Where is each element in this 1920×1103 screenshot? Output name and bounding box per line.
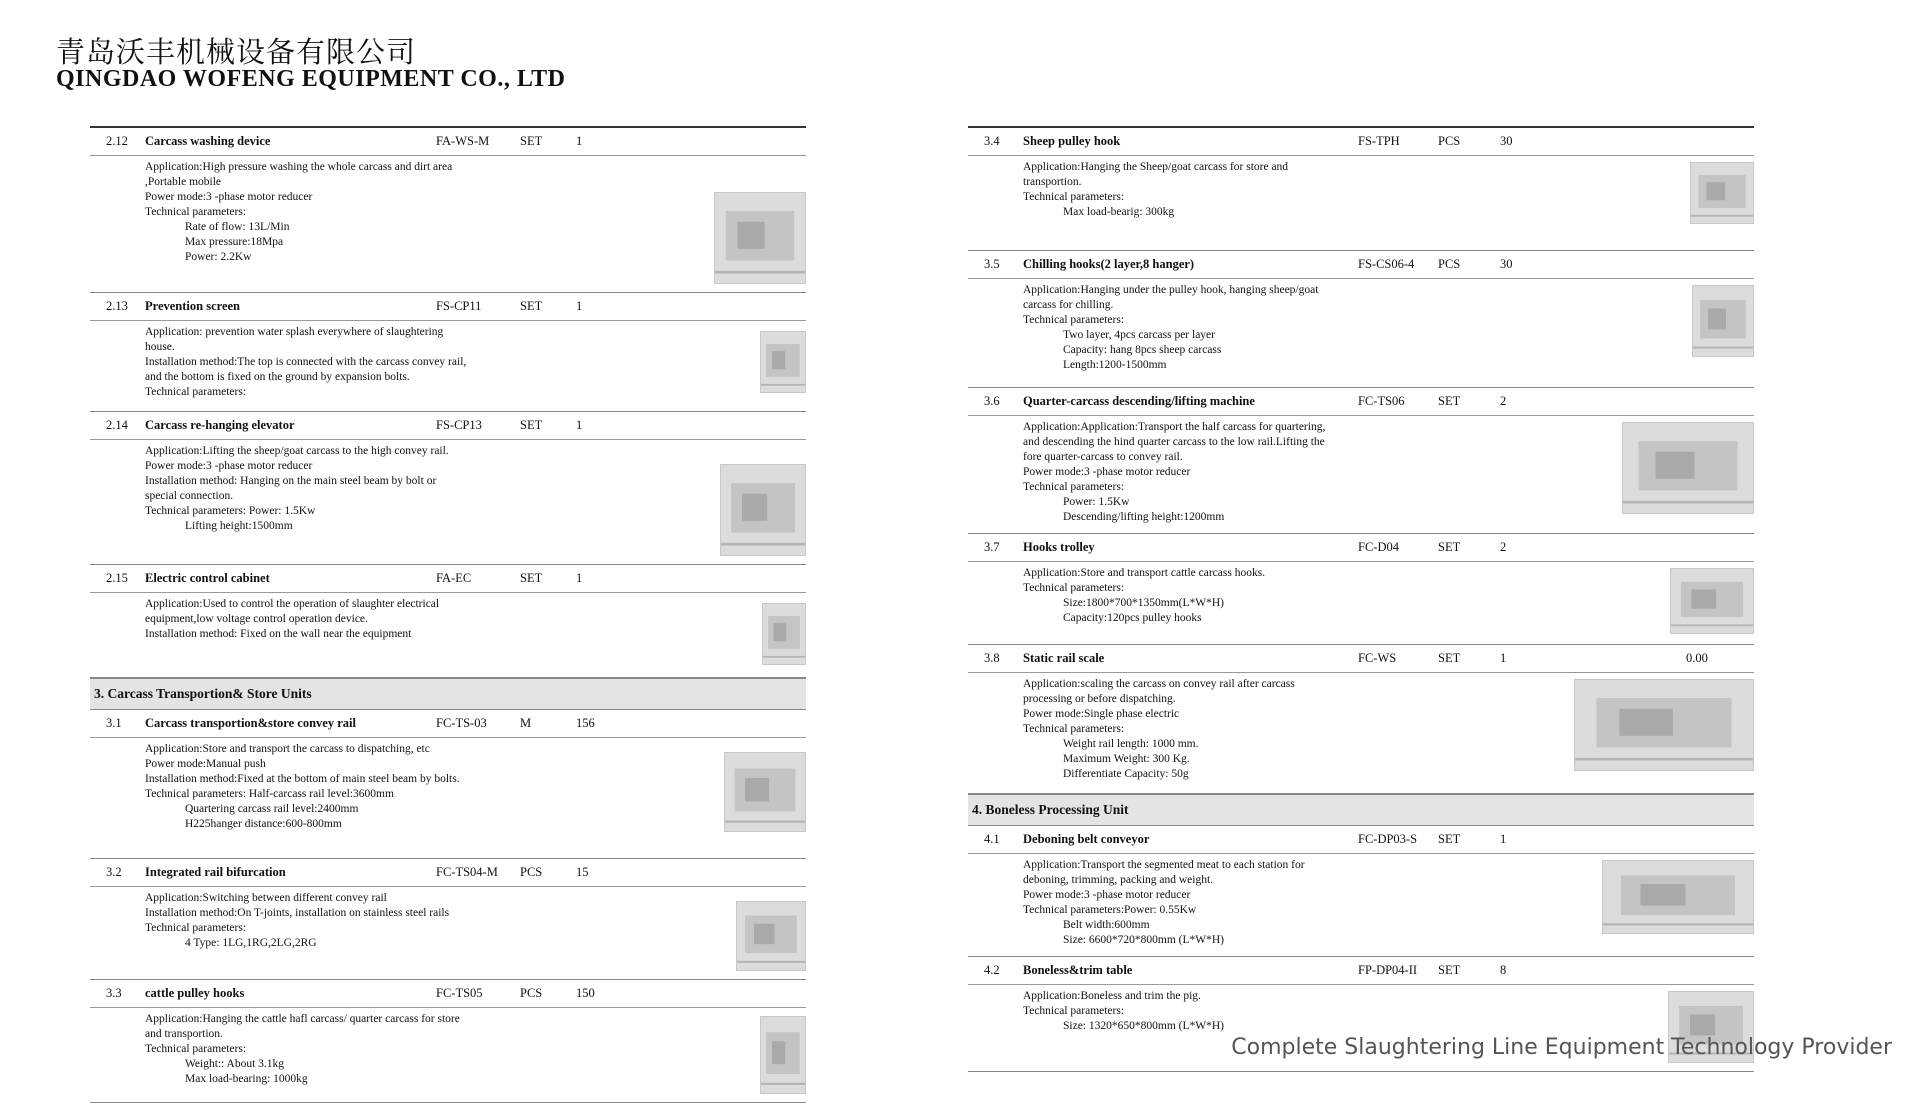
item-unit: PCS bbox=[1438, 257, 1461, 271]
item-description bbox=[1023, 420, 1325, 525]
description-line: processing or before dispatching. bbox=[1023, 693, 1176, 705]
parameter-line: H225hanger distance:600-800mm bbox=[185, 818, 342, 830]
description-line: Power mode:3 -phase motor reducer bbox=[145, 191, 313, 203]
item-unit: SET bbox=[1438, 394, 1461, 408]
description-line: Technical parameters:Power: 0.55Kw bbox=[1023, 904, 1197, 916]
description-line: fore quarter-carcass to convey rail. bbox=[1023, 451, 1183, 463]
description-line: Installation method: Hanging on the main steel beam by bolt or bbox=[145, 475, 437, 487]
item-name: Chilling hooks(2 layer,8 hanger) bbox=[1023, 257, 1195, 271]
item-name: Prevention screen bbox=[145, 299, 241, 313]
description-line: Application:Hanging the Sheep/goat carcass for store and bbox=[1023, 161, 1289, 173]
item-header-row bbox=[968, 645, 1754, 673]
parameter-line: Max load-bearig: 300kg bbox=[1063, 206, 1175, 218]
equipment-photo bbox=[760, 331, 806, 393]
equipment-item bbox=[90, 859, 806, 980]
item-number: 3.6 bbox=[984, 394, 1000, 408]
equipment-photo bbox=[736, 901, 806, 971]
parameter-line: Two layer, 4pcs carcass per layer bbox=[1063, 329, 1215, 341]
item-quantity: 1 bbox=[576, 418, 583, 432]
item-code: FC-DP03-S bbox=[1358, 832, 1418, 846]
description-line: Technical parameters: bbox=[145, 386, 247, 398]
item-number: 4.1 bbox=[984, 832, 1000, 846]
item-unit: SET bbox=[520, 134, 543, 148]
parameter-line: Descending/lifting height:1200mm bbox=[1063, 511, 1225, 523]
item-unit: PCS bbox=[520, 986, 543, 1000]
description-line: Application: prevention water splash everywhere of slaughtering bbox=[145, 326, 444, 338]
item-unit: SET bbox=[1438, 832, 1461, 846]
item-header-row bbox=[968, 128, 1754, 156]
equipment-item bbox=[90, 565, 806, 678]
item-header-row bbox=[90, 128, 806, 156]
equipment-item bbox=[90, 293, 806, 412]
description-line: Technical parameters: bbox=[1023, 1005, 1125, 1017]
item-quantity: 1 bbox=[1500, 651, 1507, 665]
item-quantity: 1 bbox=[576, 299, 583, 313]
equipment-item bbox=[90, 128, 806, 293]
description-line: Application:Switching between different convey rail bbox=[145, 892, 387, 904]
description-line: Technical parameters: bbox=[1023, 191, 1125, 203]
item-code: FA-WS-M bbox=[436, 134, 490, 148]
item-unit: SET bbox=[520, 299, 543, 313]
equipment-item bbox=[968, 645, 1754, 794]
description-line: Technical parameters: bbox=[1023, 314, 1125, 326]
item-code: FS-CS06-4 bbox=[1358, 257, 1415, 271]
item-number: 4.2 bbox=[984, 963, 1000, 977]
description-line: Application:Transport the segmented meat to each station for bbox=[1023, 859, 1305, 871]
company-name-cn: 青岛沃丰机械设备有限公司 bbox=[56, 35, 417, 69]
item-number: 3.2 bbox=[106, 865, 122, 879]
item-name: cattle pulley hooks bbox=[145, 986, 245, 1000]
item-description bbox=[1023, 989, 1224, 1063]
parameter-line: Max pressure:18Mpa bbox=[185, 236, 284, 248]
item-description bbox=[145, 597, 439, 665]
item-number: 2.14 bbox=[106, 418, 128, 432]
footer-tagline: Complete Slaughtering Line Equipment Technology Provider bbox=[1231, 1035, 1892, 1060]
item-quantity: 1 bbox=[576, 571, 583, 585]
item-number: 2.12 bbox=[106, 134, 128, 148]
item-number: 2.13 bbox=[106, 299, 128, 313]
description-line: Application:Boneless and trim the pig. bbox=[1023, 990, 1201, 1002]
item-description bbox=[1023, 160, 1288, 224]
left-column bbox=[90, 126, 806, 1103]
item-description bbox=[145, 160, 452, 284]
item-code: FC-TS06 bbox=[1358, 394, 1405, 408]
description-line: and descending the hind quarter carcass to the low rail.Lifting the bbox=[1023, 436, 1325, 448]
description-line: Power mode:3 -phase motor reducer bbox=[145, 460, 313, 472]
equipment-photo bbox=[762, 603, 806, 665]
description-line: ,Portable mobile bbox=[145, 176, 222, 188]
item-code: FA-EC bbox=[436, 571, 472, 585]
parameter-line: Maximum Weight: 300 Kg. bbox=[1063, 753, 1190, 765]
item-number: 3.7 bbox=[984, 540, 1000, 554]
parameter-line: 4 Type: 1LG,1RG,2LG,2RG bbox=[185, 937, 317, 949]
parameter-line: Weight:: About 3.1kg bbox=[185, 1058, 285, 1070]
equipment-item bbox=[90, 412, 806, 565]
description-line: Application:Hanging the cattle hafl carcass/ quarter carcass for store bbox=[145, 1013, 460, 1025]
item-description bbox=[1023, 677, 1295, 782]
item-number: 2.15 bbox=[106, 571, 128, 585]
item-code: FC-D04 bbox=[1358, 540, 1399, 554]
description-line: Power mode:3 -phase motor reducer bbox=[1023, 889, 1191, 901]
description-line: Technical parameters: bbox=[145, 1043, 247, 1055]
description-line: Application:Store and transport the carcass to dispatching, etc bbox=[145, 743, 430, 755]
item-quantity: 150 bbox=[576, 986, 595, 1000]
item-description bbox=[1023, 566, 1265, 634]
item-description bbox=[145, 1012, 460, 1094]
equipment-item bbox=[968, 128, 1754, 251]
item-number: 3.3 bbox=[106, 986, 122, 1000]
item-number: 3.4 bbox=[984, 134, 1000, 148]
equipment-item bbox=[90, 710, 806, 859]
description-line: Installation method:Fixed at the bottom of main steel beam by bolts. bbox=[145, 773, 460, 785]
equipment-photo bbox=[714, 192, 806, 284]
parameter-line: Power: 1.5Kw bbox=[1063, 496, 1130, 508]
item-description bbox=[145, 325, 466, 400]
item-code: FS-CP13 bbox=[436, 418, 482, 432]
item-code: FC-TS05 bbox=[436, 986, 483, 1000]
equipment-photo bbox=[1692, 285, 1754, 357]
description-line: and the bottom is fixed on the ground by expansion bolts. bbox=[145, 371, 410, 383]
equipment-photo bbox=[760, 1016, 806, 1094]
item-header-row bbox=[90, 710, 806, 738]
item-quantity: 156 bbox=[576, 716, 595, 730]
item-unit: PCS bbox=[520, 865, 543, 879]
description-line: Application:Used to control the operation of slaughter electrical bbox=[145, 598, 440, 610]
item-header-row bbox=[90, 412, 806, 440]
item-description bbox=[145, 742, 460, 832]
item-name: Integrated rail bifurcation bbox=[145, 865, 286, 879]
item-quantity: 15 bbox=[576, 865, 589, 879]
item-header-row bbox=[968, 251, 1754, 279]
equipment-photo bbox=[720, 464, 806, 556]
parameter-line: Max load-bearing: 1000kg bbox=[185, 1073, 308, 1085]
description-line: Technical parameters: bbox=[1023, 481, 1125, 493]
equipment-photo bbox=[1574, 679, 1754, 771]
item-name: Deboning belt conveyor bbox=[1023, 832, 1150, 846]
parameter-line: Belt width:600mm bbox=[1063, 919, 1150, 931]
description-line: Technical parameters: Power: 1.5Kw bbox=[145, 505, 316, 517]
item-header-row bbox=[90, 565, 806, 593]
item-name: Carcass re-hanging elevator bbox=[145, 418, 295, 432]
item-quantity: 2 bbox=[1500, 540, 1507, 554]
item-unit: SET bbox=[1438, 963, 1461, 977]
item-number: 3.8 bbox=[984, 651, 1000, 665]
item-description bbox=[1023, 858, 1305, 948]
item-header-row bbox=[968, 388, 1754, 416]
description-line: Application:High pressure washing the whole carcass and dirt area bbox=[145, 161, 453, 173]
item-description bbox=[1023, 283, 1318, 373]
item-quantity: 30 bbox=[1500, 134, 1513, 148]
description-line: Installation method:The top is connected with the carcass convey rail, bbox=[145, 356, 467, 368]
description-line: Power mode:Manual push bbox=[145, 758, 266, 770]
description-line: Application:Store and transport cattle carcass hooks. bbox=[1023, 567, 1266, 579]
item-name: Static rail scale bbox=[1023, 651, 1105, 665]
description-line: special connection. bbox=[145, 490, 234, 502]
equipment-item bbox=[968, 388, 1754, 534]
description-line: Technical parameters: bbox=[145, 922, 247, 934]
item-name: Boneless&trim table bbox=[1023, 963, 1133, 977]
parameter-line: Weight rail length: 1000 mm. bbox=[1063, 738, 1199, 750]
description-line: Technical parameters: bbox=[1023, 582, 1125, 594]
item-price: 0.00 bbox=[1686, 651, 1708, 665]
item-header-row bbox=[968, 826, 1754, 854]
equipment-photo bbox=[1622, 422, 1754, 514]
item-description bbox=[145, 444, 449, 556]
parameter-line: Differentiate Capacity: 50g bbox=[1063, 768, 1189, 780]
item-header-row bbox=[968, 534, 1754, 562]
item-header-row bbox=[90, 293, 806, 321]
item-unit: SET bbox=[520, 418, 543, 432]
description-line: deboning, trimming, packing and weight. bbox=[1023, 874, 1214, 886]
parameter-line: Size: 6600*720*800mm (L*W*H) bbox=[1063, 934, 1224, 946]
equipment-photo bbox=[1690, 162, 1754, 224]
description-line: Technical parameters: bbox=[145, 206, 247, 218]
description-line: Power mode:Single phase electric bbox=[1023, 708, 1180, 720]
parameter-line: Lifting height:1500mm bbox=[185, 520, 293, 532]
item-quantity: 8 bbox=[1500, 963, 1507, 977]
description-line: carcass for chilling. bbox=[1023, 299, 1114, 311]
item-unit: SET bbox=[1438, 540, 1461, 554]
item-code: FC-TS-03 bbox=[436, 716, 487, 730]
item-code: FS-TPH bbox=[1358, 134, 1400, 148]
parameter-line: Size: 1320*650*800mm (L*W*H) bbox=[1063, 1020, 1224, 1032]
description-line: Technical parameters: Half-carcass rail level:3600mm bbox=[145, 788, 394, 800]
description-line: and transportion. bbox=[145, 1028, 223, 1040]
description-line: transportion. bbox=[1023, 176, 1082, 188]
description-line: Power mode:3 -phase motor reducer bbox=[1023, 466, 1191, 478]
item-name: Hooks trolley bbox=[1023, 540, 1095, 554]
item-unit: M bbox=[520, 716, 532, 730]
parameter-line: Size:1800*700*1350mm(L*W*H) bbox=[1063, 597, 1224, 609]
parameter-line: Quartering carcass rail level:2400mm bbox=[185, 803, 359, 815]
description-line: Application:Lifting the sheep/goat carcass to the high convey rail. bbox=[145, 445, 449, 457]
item-header-row bbox=[90, 859, 806, 887]
equipment-item bbox=[968, 534, 1754, 645]
item-code: FS-CP11 bbox=[436, 299, 482, 313]
item-code: FC-TS04-M bbox=[436, 865, 498, 879]
parameter-line: Power: 2.2Kw bbox=[185, 251, 252, 263]
item-quantity: 1 bbox=[1500, 832, 1507, 846]
item-unit: SET bbox=[520, 571, 543, 585]
item-name: Carcass washing device bbox=[145, 134, 271, 148]
parameter-line: Capacity: hang 8pcs sheep carcass bbox=[1063, 344, 1222, 356]
description-line: Application:Hanging under the pulley hook, hanging sheep/goat bbox=[1023, 284, 1319, 296]
company-name-en: QINGDAO WOFENG EQUIPMENT CO., LTD bbox=[56, 66, 566, 92]
description-line: equipment,low voltage control operation device. bbox=[145, 613, 368, 625]
item-name: Carcass transportion&store convey rail bbox=[145, 716, 356, 730]
item-name: Quarter-carcass descending/lifting machine bbox=[1023, 394, 1255, 408]
equipment-item bbox=[968, 251, 1754, 388]
item-code: FC-WS bbox=[1358, 651, 1397, 665]
item-quantity: 2 bbox=[1500, 394, 1507, 408]
right-column bbox=[968, 126, 1754, 1072]
item-header-row bbox=[90, 980, 806, 1008]
item-header-row bbox=[968, 957, 1754, 985]
item-name: Sheep pulley hook bbox=[1023, 134, 1121, 148]
description-line: Application:Application:Transport the half carcass for quartering, bbox=[1023, 421, 1326, 433]
equipment-photo bbox=[1602, 860, 1754, 934]
section-header: 4. Boneless Processing Unit bbox=[968, 794, 1754, 826]
description-line: Application:scaling the carcass on convey rail after carcass bbox=[1023, 678, 1295, 690]
section-header: 3. Carcass Transportion& Store Units bbox=[90, 678, 806, 710]
parameter-line: Capacity:120pcs pulley hooks bbox=[1063, 612, 1202, 624]
equipment-photo bbox=[724, 752, 806, 832]
equipment-item bbox=[90, 980, 806, 1103]
description-line: house. bbox=[145, 341, 175, 353]
parameter-line: Length:1200-1500mm bbox=[1063, 359, 1167, 371]
description-line: Installation method:On T-joints, installation on stainless steel rails bbox=[145, 907, 450, 919]
equipment-item bbox=[968, 826, 1754, 957]
equipment-photo bbox=[1670, 568, 1754, 634]
item-unit: PCS bbox=[1438, 134, 1461, 148]
item-code: FP-DP04-II bbox=[1358, 963, 1418, 977]
item-description bbox=[145, 891, 449, 971]
item-number: 3.1 bbox=[106, 716, 122, 730]
item-number: 3.5 bbox=[984, 257, 1000, 271]
item-unit: SET bbox=[1438, 651, 1461, 665]
parameter-line: Rate of flow: 13L/Min bbox=[185, 221, 290, 233]
item-quantity: 1 bbox=[576, 134, 583, 148]
description-line: Installation method: Fixed on the wall near the equipment bbox=[145, 628, 412, 640]
description-line: Technical parameters: bbox=[1023, 723, 1125, 735]
item-quantity: 30 bbox=[1500, 257, 1513, 271]
item-name: Electric control cabinet bbox=[145, 571, 270, 585]
